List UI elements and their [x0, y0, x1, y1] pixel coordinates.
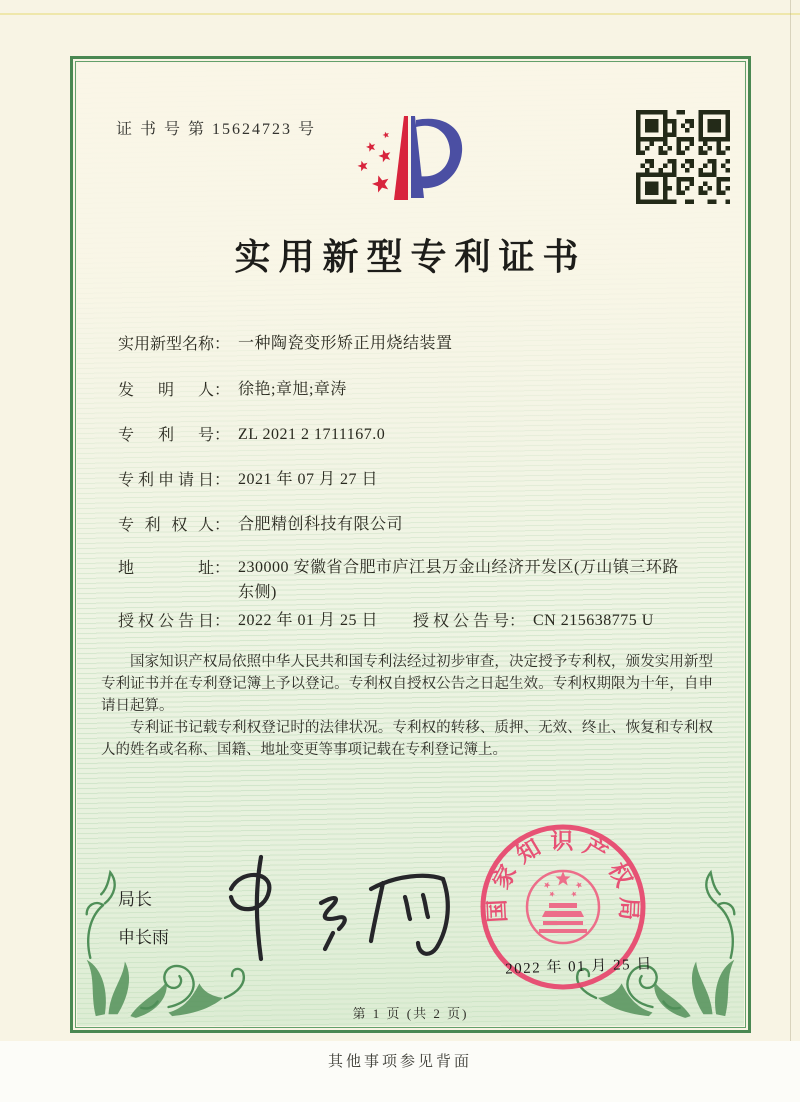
field-colon: ：	[214, 472, 231, 489]
grant-date-group	[118, 608, 378, 633]
field-row-filing-date	[118, 467, 378, 492]
field-label: 专利号	[118, 427, 214, 444]
field-value: 合肥精创科技有限公司	[238, 516, 404, 533]
field-row-patentee	[118, 512, 403, 537]
field-colon: ：	[214, 336, 231, 353]
field-label: 授权公告日	[118, 613, 214, 630]
field-value: 2021 年 07 月 27 日	[238, 471, 379, 488]
field-value: 2022 年 01 月 25 日	[238, 612, 379, 629]
director-signature-icon	[201, 851, 451, 966]
qr-code-icon	[636, 110, 730, 204]
cnipa-logo-icon	[338, 114, 468, 214]
legal-text	[101, 651, 713, 761]
field-colon: ：	[509, 613, 526, 630]
field-row-name	[118, 331, 453, 356]
director-name: 申长雨	[118, 928, 169, 947]
field-label: 地址	[118, 560, 214, 577]
field-colon: ：	[214, 517, 231, 534]
field-value: 徐艳;章旭;章涛	[238, 381, 347, 398]
logo-stars	[358, 132, 391, 193]
field-value: ZL 2021 2 1711167.0	[238, 426, 386, 443]
field-colon: ：	[214, 382, 231, 399]
scan-top-edge	[0, 13, 800, 15]
field-colon: ：	[214, 613, 231, 630]
field-label: 实用新型名称	[118, 336, 215, 353]
certificate-title: 实用新型专利证书	[234, 237, 587, 277]
seal-date: 2022 年 01 月 25 日	[504, 956, 654, 978]
seal-emblem	[527, 871, 599, 943]
field-label: 授权公告号	[413, 613, 509, 630]
certificate-number: 证 书 号 第 15624723 号	[116, 121, 317, 138]
field-row-patent-number	[118, 422, 385, 447]
field-label: 发明人	[118, 382, 214, 399]
legal-paragraph-2: 专利证书记载专利权登记时的法律状况。专利权的转移、质押、无效、终止、恢复和专利权人的姓名或名称、国籍、地址变更等事项记载在专利登记簿上。	[101, 720, 713, 758]
director-title: 局长	[118, 890, 152, 909]
field-colon: ：	[214, 427, 231, 444]
field-row-inventor	[118, 377, 347, 402]
seal-org-text: 国家知识产权局	[484, 828, 642, 924]
field-colon: ：	[214, 560, 231, 577]
field-value: 一种陶瓷变形矫正用烧结装置	[238, 335, 453, 352]
field-label: 专利权人	[118, 517, 214, 534]
field-value: CN 215638775 U	[533, 612, 654, 629]
certificate-frame	[70, 56, 751, 1033]
back-side-note: 其他事项参见背面	[327, 1054, 472, 1070]
grant-number-group	[413, 608, 654, 633]
scan-right-edge	[790, 0, 791, 1102]
field-value: 230000 安徽省合肥市庐江县万金山经济开发区(万山镇三环路东侧)	[238, 559, 679, 601]
field-row-address	[118, 555, 690, 605]
field-label: 专利申请日	[118, 472, 214, 489]
legal-paragraph-1: 国家知识产权局依照中华人民共和国专利法经过初步审查，决定授予专利权，颁发实用新型专利证书并在专利登记簿上予以登记。专利权自授权公告之日起生效。专利权期限为十年，自申请日起算。	[101, 654, 713, 714]
page-number: 第 1 页 (共 2 页)	[352, 1006, 469, 1021]
